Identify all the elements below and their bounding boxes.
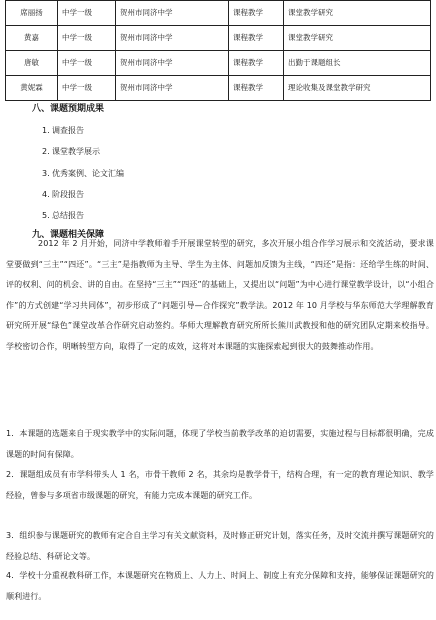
member-cell: 贺州市同济中学 xyxy=(116,1,229,26)
support-point: 4．学校十分重视教科研工作，本课题研究在物质上、人力上、时间上、制度上有充分保障和支持，能够保证课题研究的顺利进行。 xyxy=(6,571,434,601)
member-cell: 席丽扬 xyxy=(6,1,58,26)
member-row xyxy=(6,1,431,26)
member-cell: 课堂教学研究 xyxy=(284,1,431,26)
support-point: 3．组织参与课题研究的教师有定合自主学习有关文献资料，及时修正研究计划，落实任务，及时交流并撰写课题研究的经验总结、科研论文等。 xyxy=(6,531,434,561)
member-cell: 黄嘉 xyxy=(6,26,58,51)
member-cell: 课程教学 xyxy=(229,1,284,26)
member-row xyxy=(6,51,431,76)
member-cell: 唐敏 xyxy=(6,51,58,76)
member-cell: 贺州市同济中学 xyxy=(116,76,229,101)
member-cell: 中学一级 xyxy=(58,76,116,101)
member-row xyxy=(6,26,431,51)
member-cell: 出勤于课题组长 xyxy=(284,51,431,76)
member-cell: 课程教学 xyxy=(229,51,284,76)
member-cell: 贺州市同济中学 xyxy=(116,51,229,76)
member-cell: 课程教学 xyxy=(229,26,284,51)
member-cell: 课堂教学研究 xyxy=(284,26,431,51)
section-heading-outcomes: 八、课题预期成果 xyxy=(32,104,105,114)
member-cell: 理论收集及课堂教学研究 xyxy=(284,76,431,101)
members-table xyxy=(5,0,431,101)
outcome-item: 2. 课堂教学展示 xyxy=(42,147,100,156)
section-heading-support: 九、课题相关保障 xyxy=(32,230,105,240)
member-cell: 中学一级 xyxy=(58,51,116,76)
outcome-item: 4. 阶段报告 xyxy=(42,190,84,199)
outcome-item: 3. 优秀案例、论文汇编 xyxy=(42,169,124,178)
member-cell: 课程教学 xyxy=(229,76,284,101)
member-cell: 黄妮霖 xyxy=(6,76,58,101)
member-cell: 中学一级 xyxy=(58,26,116,51)
support-point: 1．本课题的选题来自于现实教学中的实际问题，体现了学校当前教学改革的迫切需要，实施过程与目标都很明确，完成课题的时间有保障。 xyxy=(6,429,434,459)
support-intro-paragraph: 2012 年 2 月开始，同济中学教师着手开展课堂转型的研究，多次开展小组合作学习展示和交流活动，要求课堂要做到“三主”“四还”。“三主”是指教师为主导、学生为主体、问题加反馈为主线，“四还”是指：还给学生练的时间、评的权利、问的机会、讲的自由。在坚持“三主”“四还”的基础上，又提出以“问题”为中心进行课堂教学设计，以“小组合作”的方式创建“学习共同体”，初步形成了“问题引导—合作探究”教学法。2012 年 10 月学校与华东师范大学理解教育研究所开展“绿色”课堂改革合作研究启动签约。华师大理解教育研究所所长熊川武教授和他的研究团队定期来校指导。学校密切合作，明晰转型方向，取得了一定的成效，这将对本课题的实施探索起到很大的鼓舞推动作用。 xyxy=(6,239,434,351)
member-cell: 贺州市同济中学 xyxy=(116,26,229,51)
member-row xyxy=(6,76,431,101)
support-point: 2．课题组成员有市学科带头人 1 名，市骨干教师 2 名，其余均是教学骨干，结构合理，有一定的教育理论知识、教学经验，曾参与多项省市级课题的研究，有能力完成本课题的研究工作。 xyxy=(6,470,434,500)
outcome-item: 5. 总结报告 xyxy=(42,211,84,220)
outcome-item: 1. 调查报告 xyxy=(42,126,84,135)
member-cell: 中学一级 xyxy=(58,1,116,26)
